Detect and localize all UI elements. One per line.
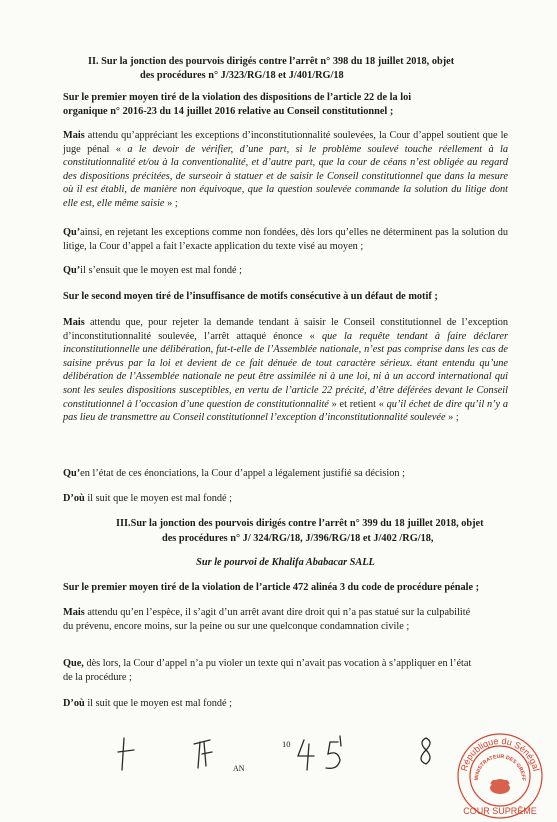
initial-mark-3: [298, 740, 314, 770]
initial-mark-4: [326, 736, 341, 768]
moyen3-paragraph-3: [63, 697, 483, 711]
court-stamp-seal: [452, 726, 548, 822]
moyen2-paragraph-3: [63, 492, 508, 506]
paragraph-text: il suit que le moyen est mal fondé ;: [84, 493, 233, 504]
paragraph-text: ainsi, en rejetant les exceptions comme non fondées, dès lors qu’elles ne déterminent pas la solution du litige, la Cour d’appel a fait l’exacte application du texte visé au moyen ;: [63, 227, 508, 252]
paragraph-text: » et retient «: [328, 398, 387, 410]
moyen2-paragraph-2: [63, 467, 508, 481]
paragraph-text: attendu que, pour rejeter la demande tendant à saisir le Conseil constitutionnel de l’exception d’inconstitutionnalité soulevée, l’arrêt attaqué énonce «: [63, 317, 508, 342]
paragraph-text: » ;: [164, 197, 178, 209]
moyen2-paragraph-1: [63, 316, 508, 425]
initial-mark-1: [122, 738, 124, 770]
svg-text:République du Sénégal: République du Sénégal: [458, 735, 542, 773]
section-ii-title-line2: des procédures n° J/323/RG/18 et J/401/RG/18: [140, 70, 344, 81]
moyen1-heading-line2: organique n° 2016-23 du 14 juillet 2016 relative au Conseil constitutionnel ;: [63, 106, 394, 117]
moyen3-paragraph-1: [63, 606, 473, 633]
paragraph-lead: Qu’: [63, 468, 81, 479]
paragraph-text: » ;: [445, 412, 459, 424]
paragraph-text: il s’ensuit que le moyen est mal fondé ;: [80, 265, 243, 276]
paragraph-lead: Que,: [63, 658, 84, 669]
section-iii-title-line2: des procédures n° J/ 324/RG/18, J/396/RG/18 et J/402 /RG/18,: [162, 533, 434, 544]
paragraph-text: en l’état de ces énonciations, la Cour d’appel a légalement justifié sa décision ;: [80, 468, 405, 479]
paragraph-lead: Mais: [63, 607, 85, 618]
page-number: 10: [282, 739, 291, 749]
moyen3-paragraph-2: [63, 657, 483, 684]
quotation: a le devoir de vérifier, d’une part, si le problème soulevé touche réellement à la constitutionnalité et/ou à la conventionalité, et d’autre part, que la cour de céans n’est obligée au regard des dispositions précitées, de surseoir à statuer et de saisir le Conseil constitutionnel que dans la mesure où il est établi, de manière non équivoque, que la question soulevée commande la solution du litige dont elle est, elle même saisie: [63, 143, 509, 209]
moyen1-heading-line1: Sur le premier moyen tiré de la violation des dispositions de l’article 22 de la loi: [63, 92, 412, 103]
moyen1-paragraph-1: [63, 129, 508, 211]
svg-text:ADMINISTRATEUR DES GREFFES: MINISTRATEUR DES GREFF: [473, 753, 527, 782]
section-iii-subtitle: Sur le pourvoi de Khalifa Ababacar SALL: [196, 557, 375, 568]
initial-mark-5: [421, 738, 430, 764]
paragraph-lead: Qu’: [63, 227, 81, 238]
svg-text:COUR SUPRÊME: COUR SUPRÊME: [463, 806, 537, 816]
paragraph-text: dès lors, la Cour d’appel n’a pu violer un texte qui n’avait pas vocation à s’appliquer en l’état de la procédure ;: [63, 658, 472, 683]
quotation: qu’il échet de dire qu’il n’y a pas lieu de transmettre au Conseil constitutionnel l’exception d’inconstitutionnalité soulevée: [63, 398, 508, 424]
moyen2-heading: Sur le second moyen tiré de l’insuffisance de motifs consécutive à un défaut de motif ;: [63, 291, 438, 302]
quotation: que la requête tendant à faire déclarer inconstitutionnelle une délibération, fut-t-elle de l’Assemblée nationale, n’est pas comprise dans les cas de saisine prévus par la loi et devient de ce fait dénuée de tout caractère sérieux. étant entendu qu’une délibération de l’Assemblée nationale ne peut être assimilée ni à une loi, ni à un accord international qui sont les seules dispositions susceptibles, en vertu de l’article 22 précité, d’être déférées devant le Conseil constitutionnel à l’occasion d’une question de constitutionnalité: [63, 330, 509, 410]
paragraph-text: attendu qu’en l’espèce, il s’agit d’un arrêt avant dire droit qui n’a pas statué sur la culpabilité du prévenu, encore moins, sur la peine ou sur une quelconque condamnation civile ;: [63, 607, 471, 632]
paragraph-lead: Qu’: [63, 265, 81, 276]
section-iii-title-line1: III.Sur la jonction des pourvois dirigés contre l’arrêt n° 399 du 18 juillet 2018, objet: [116, 518, 484, 529]
paragraph-lead: D’où: [63, 493, 85, 504]
paragraph-text: il suit que le moyen est mal fondé ;: [84, 698, 233, 709]
paragraph-text: attendu qu’appréciant les exceptions d’inconstitutionnalité soulevées, la Cour d’appel soutient que le juge pénal «: [63, 130, 508, 155]
paragraph-lead: Mais: [63, 317, 85, 328]
paragraph-lead: D’où: [63, 698, 85, 709]
moyen3-heading: Sur le premier moyen tiré de la violation de l’article 472 alinéa 3 du code de procédure pénale ;: [63, 582, 480, 593]
handwritten-initials: [108, 730, 438, 780]
paragraph-lead: Mais: [63, 130, 85, 141]
initials-an: AN: [233, 764, 245, 773]
section-ii-title-line1: II. Sur la jonction des pourvois dirigés contre l’arrêt n° 398 du 18 juillet 2018, objet: [88, 56, 455, 67]
initial-mark-2: [194, 740, 212, 768]
moyen1-paragraph-3: [63, 264, 508, 278]
moyen1-paragraph-2: [63, 226, 508, 253]
